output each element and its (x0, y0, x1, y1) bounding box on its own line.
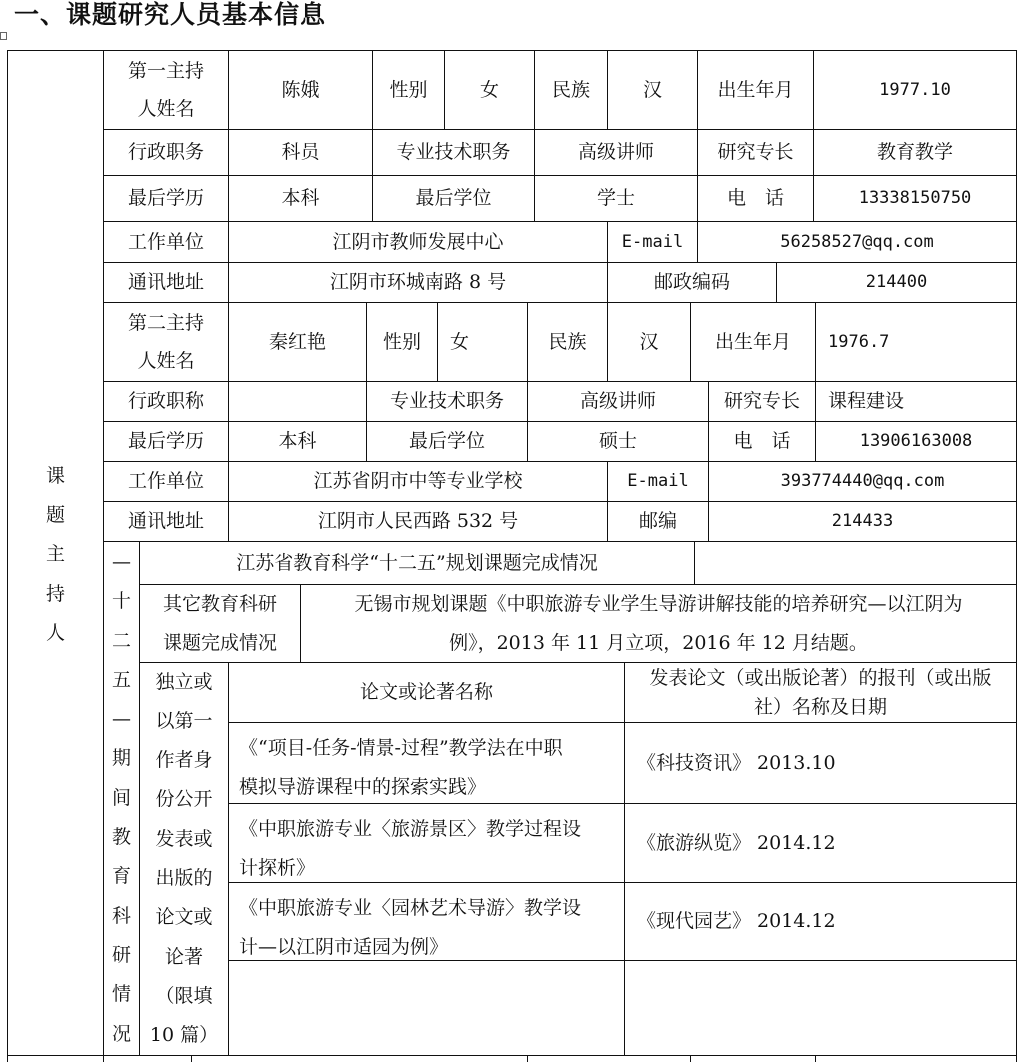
host2-degree-label: 最后学位 (408, 430, 485, 452)
host2-phone-value[interactable]: 13906163008 (859, 431, 973, 451)
host2-name-label: 第二主持 人姓名 (127, 312, 204, 372)
host1-ethnicity-label: 民族 (551, 78, 590, 101)
host2-specialty-label: 研究专长 (723, 390, 800, 412)
host1-prof-value[interactable]: 高级讲师 (577, 141, 654, 163)
host2-edu-value[interactable]: 本科 (278, 430, 317, 452)
host1-phone-value[interactable]: 13338150750 (858, 188, 972, 208)
side-label-host: 课 题 主 持 人 (45, 464, 65, 644)
host2-addr-value[interactable]: 江阴市人民西路 532 号 (317, 510, 519, 532)
host2-name-value[interactable]: 秦红艳 (268, 330, 326, 353)
host1-admin-value[interactable]: 科员 (281, 141, 320, 163)
host1-degree-label: 最后学位 (415, 187, 492, 209)
section-title: 一、课题研究人员基本信息 (14, 0, 327, 29)
host2-specialty-value[interactable]: 课程建设 (828, 390, 905, 412)
host1-email-label: E-mail (621, 231, 684, 252)
host1-gender-label: 性别 (389, 78, 428, 101)
host2-admin-label: 行政职称 (127, 390, 204, 412)
papers-header-name: 论文或论著名称 (359, 681, 493, 703)
host1-specialty-value[interactable]: 教育教学 (876, 141, 953, 163)
host2-addr-label: 通讯地址 (127, 510, 204, 532)
paper-3-title[interactable]: 《中职旅游专业〈园林艺术导游〉教学设 计—以江阴市适园为例》 (239, 897, 582, 958)
host1-post-value[interactable]: 214400 (865, 272, 928, 292)
period-label: — 十 二 五 — 期 间 教 育 科 研 情 况 (111, 551, 131, 1045)
papers-label: 独立或 以第一 作者身 份公开 发表或 出版的 论文或 论著 （限填 10 篇） (149, 670, 219, 1047)
host2-birth-label: 出生年月 (714, 330, 791, 353)
host1-birth-value[interactable]: 1977.10 (879, 79, 951, 100)
paper-2-pub[interactable]: 《旅游纵览》 2014.12 (637, 831, 836, 854)
plan-task-label: 江苏省教育科学“十二五”规划课题完成情况 (236, 551, 598, 574)
host2-email-value[interactable]: 393774440@qq.com (780, 471, 945, 491)
host1-phone-label: 电 话 (726, 187, 784, 209)
host1-specialty-label: 研究专长 (717, 141, 794, 163)
host1-degree-value[interactable]: 学士 (596, 187, 635, 209)
host1-work-label: 工作单位 (127, 230, 204, 253)
paper-1-pub[interactable]: 《科技资讯》 2013.10 (637, 751, 836, 774)
host1-edu-value[interactable]: 本科 (281, 187, 320, 209)
host2-work-value[interactable]: 江苏省阴市中等专业学校 (313, 470, 523, 492)
host2-gender-value[interactable]: 女 (450, 330, 470, 353)
host2-admin-value[interactable] (229, 382, 366, 421)
host2-phone-label: 电 话 (733, 430, 791, 452)
host2-post-label: 邮编 (638, 510, 677, 532)
host2-degree-value[interactable]: 硕士 (598, 430, 637, 452)
other-task-label: 其它教育科研 课题完成情况 (162, 592, 277, 654)
host1-email-value[interactable]: 56258527@qq.com (780, 231, 934, 252)
plan-task-value[interactable] (695, 542, 1016, 584)
paper-4-title[interactable] (229, 961, 624, 1055)
host2-ethnicity-value[interactable]: 汉 (639, 330, 659, 353)
host2-birth-value[interactable]: 1976.7 (828, 331, 890, 352)
papers-header-pub: 发表论文（或出版论著）的报刊（或出版 社）名称及日期 (649, 666, 992, 718)
host1-ethnicity-value[interactable]: 汉 (642, 78, 662, 101)
host1-admin-label: 行政职务 (127, 141, 204, 163)
host1-work-value[interactable]: 江阴市教师发展中心 (332, 230, 504, 253)
host1-birth-label: 出生年月 (717, 78, 794, 101)
host2-prof-value[interactable]: 高级讲师 (579, 390, 656, 412)
host2-edu-label: 最后学历 (127, 430, 204, 452)
host2-work-label: 工作单位 (127, 470, 204, 492)
host2-gender-label: 性别 (382, 330, 421, 353)
host1-edu-label: 最后学历 (127, 187, 204, 209)
host1-addr-label: 通讯地址 (127, 271, 204, 293)
other-task-value[interactable]: 无锡市规划课题《中职旅游专业学生导游讲解技能的培养研究—以江阴为 例》，2013 年 11 月立项，2016 年 12 月结题。 (354, 592, 963, 654)
host2-ethnicity-label: 民族 (548, 330, 587, 353)
host1-prof-label: 专业技术职务 (396, 141, 511, 163)
host2-post-value[interactable]: 214433 (831, 511, 894, 531)
host1-name-label: 第一主持 人姓名 (127, 60, 204, 120)
paper-4-pub[interactable] (625, 961, 1016, 1055)
host1-addr-value[interactable]: 江阴市环城南路 8 号 (329, 271, 507, 293)
host1-name-value[interactable]: 陈娥 (281, 78, 320, 101)
host1-gender-value[interactable]: 女 (479, 78, 499, 101)
paper-2-title[interactable]: 《中职旅游专业〈旅游景区〉教学过程设 计探析》 (239, 818, 582, 879)
host2-prof-label: 专业技术职务 (389, 390, 504, 412)
host2-email-label: E-mail (627, 471, 689, 491)
paper-3-pub[interactable]: 《现代园艺》 2014.12 (637, 910, 836, 932)
host1-post-label: 邮政编码 (653, 271, 730, 293)
paper-1-title[interactable]: 《“项目-任务-情景-过程”教学法在中职 模拟导游课程中的探索实践》 (239, 737, 563, 798)
